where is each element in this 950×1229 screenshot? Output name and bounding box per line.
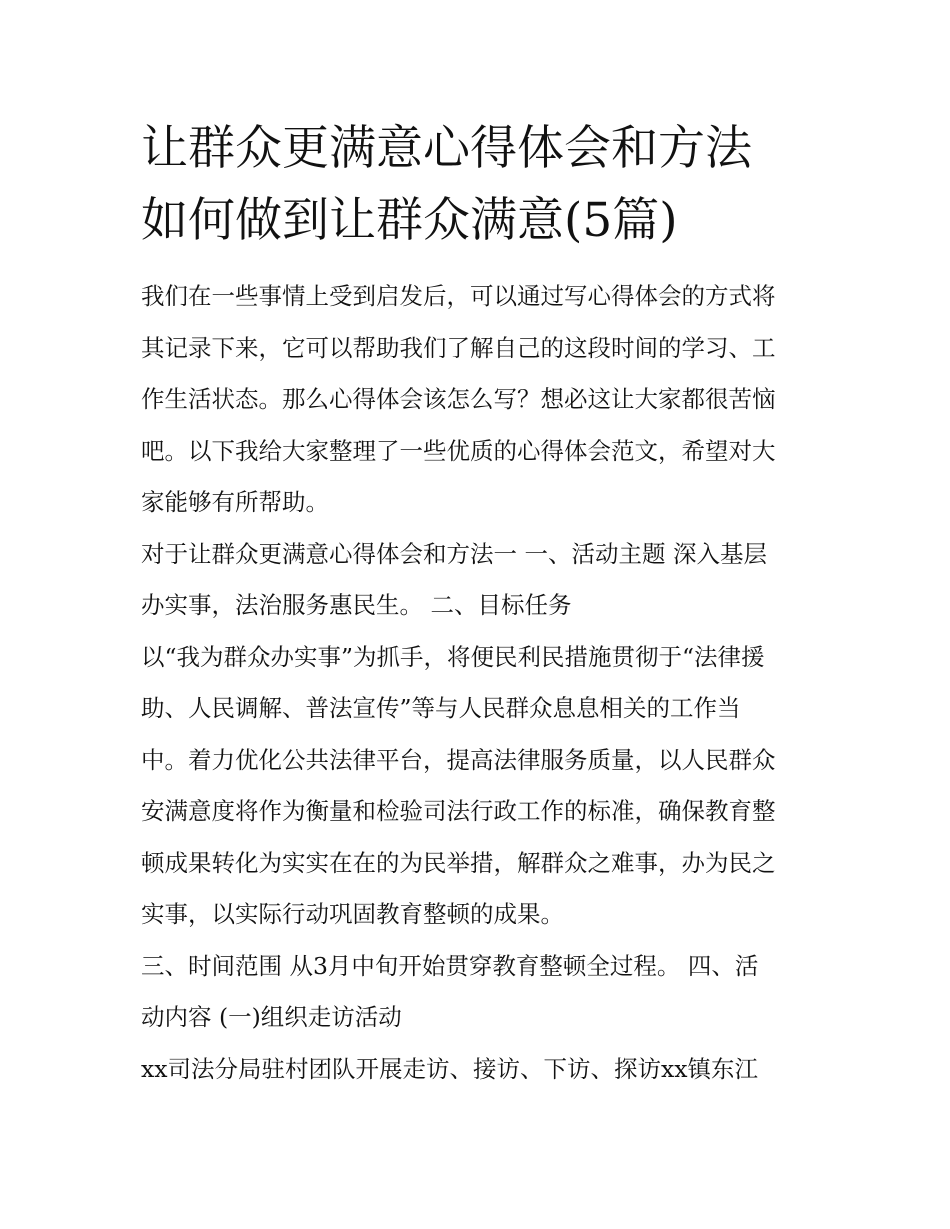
visit-paragraph [141,1044,813,1096]
text-line: 家能够有所帮助。 [141,488,329,516]
text-line: 助、人民调解、普法宣传”等与人民群众息息相关的工作当 [141,694,741,722]
activity-theme-paragraph [141,529,813,632]
text-line: 动内容 (一)组织走访活动 [141,1003,402,1031]
text-line: 对于让群众更满意心得体会和方法一 一、活动主题 深入基层 [141,539,767,568]
intro-paragraph [141,271,813,529]
text-line: 吧。以下我给大家整理了一些优质的心得体会范文，希望对大 [141,436,776,465]
document-body [141,113,813,1095]
timeframe-paragraph [141,941,813,1044]
text-line: xx司法分局驻村团队开展走访、接访、下访、探访xx镇东江 [141,1054,759,1083]
text-line: 安满意度将作为衡量和检验司法行政工作的标准，确保教育整 [141,797,776,825]
text-line: 办实事，法治服务惠民生。 二、目标任务 [141,591,572,619]
text-line: 其记录下来，它可以帮助我们了解自己的这段时间的学习、工 [141,333,776,362]
text-line: 我们在一些事情上受到启发后，可以通过写心得体会的方式将 [141,282,776,310]
title-line: 如何做到让群众满意(5篇) [141,193,678,248]
document-title [141,113,813,257]
text-line: 三、时间范围 从3月中旬开始贯穿教育整顿全过程。 四、活 [141,951,759,980]
goals-paragraph [141,632,813,941]
text-line: 实事，以实际行动巩固教育整顿的成果。 [141,900,564,928]
text-line: 顿成果转化为实实在在的为民举措，解群众之难事，办为民之 [141,848,776,877]
text-line: 作生活状态。那么心得体会该怎么写？想必这让大家都很苦恼 [141,385,776,413]
title-line: 让群众更满意心得体会和方法 [141,121,752,176]
text-line: 中。着力优化公共法律平台，提高法律服务质量，以人民群众 [141,745,776,774]
text-line: 以“我为群众办实事”为抓手，将便民利民措施贯彻于“法律援 [141,642,765,671]
